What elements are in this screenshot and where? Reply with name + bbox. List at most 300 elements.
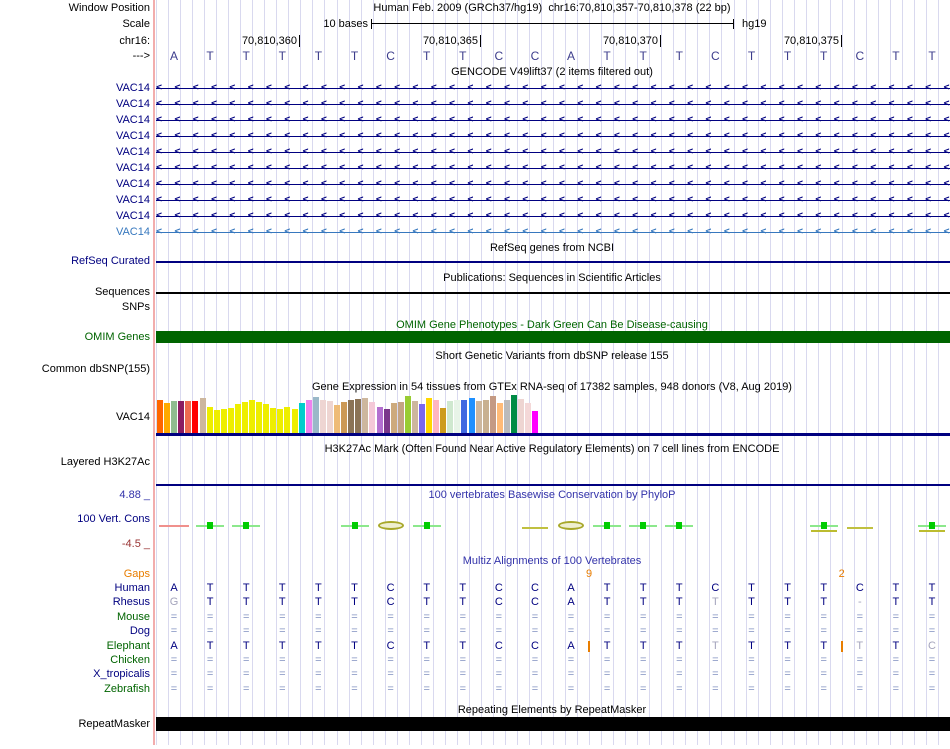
publications-title[interactable]: Publications: Sequences in Scientific Articles	[443, 272, 661, 284]
gtex-tissue-bar[interactable]	[497, 403, 503, 433]
left-arrow-icon: <	[467, 130, 474, 141]
left-arrow-icon: <	[265, 194, 272, 205]
alignment-base: =	[676, 610, 683, 623]
left-arrow-icon: <	[284, 162, 291, 173]
left-arrow-icon: <	[485, 146, 492, 157]
alignment-base: T	[278, 639, 286, 652]
sequence-base: A	[169, 49, 178, 63]
left-arrow-icon: <	[687, 226, 694, 237]
left-arrow-icon: <	[888, 194, 895, 205]
alignment-base: T	[423, 639, 431, 652]
alignment-base: =	[351, 610, 358, 623]
track-label-vac14-transcript[interactable]: VAC14	[115, 130, 150, 142]
alignment-base: =	[170, 682, 178, 695]
gtex-tissue-bar[interactable]	[490, 396, 496, 433]
left-arrow-icon: <	[906, 178, 913, 189]
left-arrow-icon: <	[210, 194, 217, 205]
alignment-base: =	[892, 682, 900, 695]
gencode-transcript[interactable]	[156, 225, 950, 240]
coordinate-label: 70,810,360	[241, 35, 297, 47]
alignment-base: =	[748, 610, 755, 623]
repeatmasker-bar[interactable]	[156, 717, 950, 731]
alignment-base: =	[206, 625, 214, 638]
omim-gene-bar[interactable]	[156, 331, 950, 343]
alignment-base: =	[856, 682, 864, 695]
left-arrow-icon: <	[705, 178, 712, 189]
gtex-title[interactable]: Gene Expression in 54 tissues from GTEx RNA-seq of 17382 samples, 948 donors (V8, Aug 2019)	[312, 381, 792, 393]
left-arrow-icon: <	[449, 162, 456, 173]
left-arrow-icon: <	[412, 226, 419, 237]
alignment-base: =	[676, 668, 683, 681]
conservation-max-value: 4.88 _	[119, 489, 150, 501]
track-label-species-human[interactable]: Human	[114, 582, 150, 594]
gtex-tissue-bar[interactable]	[518, 399, 524, 433]
alignment-base: =	[495, 610, 503, 623]
alignment-gap-count: 2	[838, 568, 845, 580]
track-label-vac14-transcript[interactable]: VAC14	[115, 114, 150, 126]
multiz-title[interactable]: Multiz Alignments of 100 Vertebrates	[462, 555, 642, 567]
alignment-base: =	[639, 625, 647, 638]
left-arrow-icon: <	[485, 114, 492, 125]
gencode-transcript[interactable]	[156, 177, 950, 192]
track-label-species-chicken[interactable]: Chicken	[110, 654, 150, 666]
alignment-base: =	[315, 682, 322, 695]
gencode-transcript[interactable]	[156, 129, 950, 144]
track-label-sequences[interactable]: Sequences	[94, 286, 150, 298]
gtex-tissue-bar[interactable]	[334, 405, 340, 433]
gtex-tissue-bar[interactable]	[461, 400, 467, 433]
left-arrow-icon: <	[577, 210, 584, 221]
left-arrow-icon: <	[357, 146, 364, 157]
gtex-tissue-bar[interactable]	[284, 407, 290, 433]
gencode-transcript[interactable]	[156, 113, 950, 128]
gencode-transcript[interactable]	[156, 97, 950, 112]
track-label-refseq-curated[interactable]: RefSeq Curated	[71, 255, 150, 267]
gtex-tissue-bar[interactable]	[447, 401, 453, 433]
left-arrow-icon: <	[760, 178, 767, 189]
alignment-base: T	[712, 596, 719, 609]
left-arrow-icon: <	[851, 178, 858, 189]
gtex-gene-model-line[interactable]	[156, 433, 950, 436]
track-label-species-dog[interactable]: Dog	[129, 625, 150, 638]
left-arrow-icon: <	[357, 98, 364, 109]
left-arrow-icon: <	[705, 114, 712, 125]
left-arrow-icon: <	[668, 82, 675, 93]
left-arrow-icon: <	[375, 114, 382, 125]
phylop-positive-tick	[352, 522, 358, 529]
left-arrow-icon: <	[265, 210, 272, 221]
left-arrow-icon: <	[503, 130, 510, 141]
track-label-species-elephant[interactable]: Elephant	[106, 639, 150, 652]
left-arrow-icon: <	[723, 146, 730, 157]
left-arrow-icon: <	[632, 98, 639, 109]
track-label-gtex-vac14[interactable]: VAC14	[115, 411, 150, 423]
left-arrow-icon: <	[467, 114, 474, 125]
alignment-base: =	[206, 668, 214, 681]
track-label-vac14-transcript[interactable]: VAC14	[115, 98, 150, 110]
publications-sequence-line[interactable]	[156, 292, 950, 294]
alignment-base: =	[567, 654, 575, 666]
track-label-common-dbsnp[interactable]: Common dbSNP(155)	[41, 363, 150, 375]
left-arrow-icon: <	[302, 82, 309, 93]
left-arrow-icon: <	[229, 194, 236, 205]
gencode-transcript[interactable]	[156, 193, 950, 208]
gtex-tissue-bar[interactable]	[412, 401, 418, 433]
gtex-tissue-bar[interactable]	[164, 403, 170, 433]
track-label-vac14-transcript[interactable]: VAC14	[115, 178, 150, 190]
gtex-tissue-bar[interactable]	[171, 401, 177, 433]
left-arrow-icon: <	[247, 210, 254, 221]
left-arrow-icon: <	[430, 178, 437, 189]
left-arrow-icon: <	[870, 210, 877, 221]
left-arrow-icon: <	[540, 82, 547, 93]
left-arrow-icon: <	[302, 98, 309, 109]
left-arrow-icon: <	[265, 82, 272, 93]
left-arrow-icon: <	[394, 130, 401, 141]
window-position-label: Window Position	[68, 2, 150, 14]
left-arrow-icon: <	[888, 210, 895, 221]
gencode-title[interactable]: GENCODE V49lift37 (2 items filtered out)	[451, 66, 653, 78]
left-arrow-icon: <	[778, 82, 785, 93]
left-arrow-icon: <	[210, 98, 217, 109]
gtex-tissue-bar[interactable]	[242, 402, 248, 433]
gtex-tissue-bar[interactable]	[214, 410, 220, 433]
alignment-base: =	[639, 654, 647, 666]
left-arrow-icon: <	[540, 162, 547, 173]
left-arrow-icon: <	[467, 178, 474, 189]
gtex-tissue-bar[interactable]	[306, 400, 312, 433]
left-arrow-icon: <	[851, 194, 858, 205]
alignment-base: =	[170, 610, 178, 623]
gtex-tissue-bar[interactable]	[157, 400, 163, 433]
alignment-base: =	[784, 682, 791, 695]
left-arrow-icon: <	[723, 162, 730, 173]
alignment-base: T	[603, 639, 611, 652]
left-arrow-icon: <	[430, 210, 437, 221]
alignment-base: =	[279, 625, 286, 638]
left-arrow-icon: <	[284, 82, 291, 93]
left-arrow-icon: <	[265, 98, 272, 109]
left-arrow-icon: <	[174, 146, 181, 157]
left-arrow-icon: <	[577, 130, 584, 141]
left-arrow-icon: <	[540, 178, 547, 189]
refseq-gene-line[interactable]	[156, 261, 950, 263]
track-label-vac14-transcript[interactable]: VAC14	[115, 194, 150, 206]
left-arrow-icon: <	[851, 146, 858, 157]
gtex-tissue-bar[interactable]	[532, 411, 538, 433]
left-arrow-icon: <	[302, 210, 309, 221]
gtex-tissue-bar[interactable]	[192, 401, 198, 433]
alignment-base: =	[856, 654, 864, 666]
left-arrow-icon: <	[870, 130, 877, 141]
left-arrow-icon: <	[705, 210, 712, 221]
left-arrow-icon: <	[412, 162, 419, 173]
gencode-transcript[interactable]	[156, 209, 950, 224]
left-arrow-icon: <	[925, 82, 932, 93]
track-label-vac14-transcript[interactable]: VAC14	[115, 226, 150, 238]
sequence-base: T	[350, 49, 359, 63]
gencode-transcript[interactable]	[156, 81, 950, 96]
gtex-tissue-bar[interactable]	[426, 398, 432, 433]
gtex-tissue-bar[interactable]	[454, 400, 460, 433]
gtex-tissue-bar[interactable]	[292, 409, 298, 433]
left-arrow-icon: <	[284, 194, 291, 205]
left-arrow-icon: <	[906, 146, 913, 157]
track-label-species-zebrafish[interactable]: Zebrafish	[104, 682, 150, 695]
left-arrow-icon: <	[357, 194, 364, 205]
left-arrow-icon: <	[485, 98, 492, 109]
left-arrow-icon: <	[778, 146, 785, 157]
gtex-tissue-bar[interactable]	[185, 401, 191, 433]
left-arrow-icon: <	[174, 130, 181, 141]
track-label-vac14-transcript[interactable]: VAC14	[115, 210, 150, 222]
left-arrow-icon: <	[851, 114, 858, 125]
left-arrow-icon: <	[906, 210, 913, 221]
track-label-snps[interactable]: SNPs	[121, 301, 150, 313]
left-arrow-icon: <	[320, 194, 327, 205]
left-arrow-icon: <	[375, 130, 382, 141]
gtex-tissue-bar[interactable]	[469, 398, 475, 433]
alignment-base: T	[892, 639, 900, 652]
alignment-base: =	[748, 668, 755, 681]
left-arrow-icon: <	[742, 194, 749, 205]
repeatmasker-title[interactable]: Repeating Elements by RepeatMasker	[457, 704, 647, 716]
gtex-tissue-bar[interactable]	[419, 404, 425, 433]
coordinate-label: 70,810,370	[602, 35, 658, 47]
gtex-tissue-bar[interactable]	[320, 400, 326, 433]
alignment-base: T	[351, 582, 358, 594]
left-arrow-icon: <	[156, 146, 163, 157]
track-label-species-rhesus[interactable]: Rhesus	[112, 596, 150, 609]
track-label-100-vert-cons[interactable]: 100 Vert. Cons	[77, 513, 150, 525]
gtex-tissue-bar[interactable]	[235, 404, 241, 433]
left-arrow-icon: <	[339, 82, 346, 93]
conservation-title[interactable]: 100 vertebrates Basewise Conservation by PhyloP	[428, 489, 676, 501]
gtex-tissue-bar[interactable]	[377, 407, 383, 433]
left-arrow-icon: <	[192, 114, 199, 125]
left-arrow-icon: <	[156, 178, 163, 189]
gtex-tissue-bar[interactable]	[511, 395, 517, 433]
left-arrow-icon: <	[687, 210, 694, 221]
left-arrow-icon: <	[851, 82, 858, 93]
left-arrow-icon: <	[815, 98, 822, 109]
alignment-base: =	[603, 625, 611, 638]
gencode-transcript[interactable]	[156, 145, 950, 160]
strand-arrow-label[interactable]: --->	[132, 50, 150, 62]
left-arrow-icon: <	[394, 162, 401, 173]
left-arrow-icon: <	[540, 194, 547, 205]
left-arrow-icon: <	[833, 82, 840, 93]
gtex-tissue-bar[interactable]	[327, 401, 333, 433]
gtex-tissue-bar[interactable]	[348, 400, 354, 433]
track-label-species-x_tropicalis[interactable]: X_tropicalis	[93, 668, 150, 681]
left-arrow-icon: <	[760, 82, 767, 93]
left-arrow-icon: <	[522, 146, 529, 157]
alignment-base: =	[351, 625, 358, 638]
alignment-base: =	[567, 625, 575, 638]
alignment-base: =	[712, 668, 719, 681]
alignment-base: T	[892, 582, 900, 594]
transcript-strand-arrows	[156, 113, 950, 128]
left-arrow-icon: <	[503, 162, 510, 173]
alignment-base: =	[784, 654, 791, 666]
left-arrow-icon: <	[888, 130, 895, 141]
gtex-tissue-bar[interactable]	[313, 397, 319, 433]
left-arrow-icon: <	[339, 98, 346, 109]
left-arrow-icon: <	[687, 114, 694, 125]
left-arrow-icon: <	[394, 210, 401, 221]
left-arrow-icon: <	[613, 82, 620, 93]
gtex-tissue-bar[interactable]	[341, 402, 347, 433]
gtex-tissue-bar[interactable]	[433, 400, 439, 433]
gtex-tissue-bar[interactable]	[476, 401, 482, 433]
alignment-base: T	[315, 582, 322, 594]
left-arrow-icon: <	[339, 178, 346, 189]
gtex-tissue-bar[interactable]	[207, 407, 213, 433]
alignment-base: =	[748, 682, 755, 695]
left-arrow-icon: <	[742, 162, 749, 173]
gtex-tissue-bar[interactable]	[391, 403, 397, 433]
gtex-tissue-bar[interactable]	[398, 402, 404, 433]
transcript-strand-arrows	[156, 225, 950, 240]
left-arrow-icon: <	[613, 130, 620, 141]
gtex-tissue-bar[interactable]	[504, 400, 510, 433]
alignment-base: T	[459, 639, 467, 652]
left-arrow-icon: <	[430, 194, 437, 205]
left-arrow-icon: <	[449, 226, 456, 237]
left-arrow-icon: <	[174, 226, 181, 237]
alignment-base: T	[639, 639, 647, 652]
gtex-tissue-bar[interactable]	[405, 396, 411, 433]
left-arrow-icon: <	[595, 130, 602, 141]
gtex-tissue-bar[interactable]	[369, 402, 375, 433]
track-label-species-mouse[interactable]: Mouse	[116, 610, 150, 623]
left-arrow-icon: <	[467, 98, 474, 109]
left-arrow-icon: <	[742, 178, 749, 189]
gtex-tissue-bar[interactable]	[270, 408, 276, 433]
left-arrow-icon: <	[687, 82, 694, 93]
track-label-vac14-transcript[interactable]: VAC14	[115, 82, 150, 94]
left-arrow-icon: <	[265, 130, 272, 141]
gtex-tissue-bar[interactable]	[299, 403, 305, 433]
alignment-base: =	[892, 654, 900, 666]
sequence-base: T	[928, 49, 936, 63]
chromosome-label: chr16:	[119, 35, 150, 47]
alignment-base: =	[784, 625, 791, 638]
alignment-base: =	[567, 682, 575, 695]
left-arrow-icon: <	[156, 194, 163, 205]
track-label-vac14-transcript[interactable]: VAC14	[115, 146, 150, 158]
left-arrow-icon: <	[742, 226, 749, 237]
alignment-base: =	[639, 682, 647, 695]
h3k27ac-title[interactable]: H3K27Ac Mark (Often Found Near Active Regulatory Elements) on 7 cell lines from ENCODE	[324, 443, 780, 455]
gtex-tissue-bar[interactable]	[277, 409, 283, 433]
alignment-base: G	[169, 596, 179, 609]
alignment-base: =	[531, 654, 539, 666]
gtex-tissue-bar[interactable]	[483, 400, 489, 433]
gtex-tissue-bar[interactable]	[249, 400, 255, 433]
left-arrow-icon: <	[595, 114, 602, 125]
left-arrow-icon: <	[412, 82, 419, 93]
sequence-base: C	[530, 49, 540, 63]
left-arrow-icon: <	[687, 194, 694, 205]
gtex-tissue-bar[interactable]	[263, 404, 269, 433]
alignment-base: =	[206, 682, 214, 695]
left-arrow-icon: <	[339, 194, 346, 205]
left-arrow-icon: <	[613, 162, 620, 173]
track-label-vac14-transcript[interactable]: VAC14	[115, 162, 150, 174]
alignment-base: C	[531, 639, 539, 652]
left-arrow-icon: <	[870, 162, 877, 173]
dbsnp-title[interactable]: Short Genetic Variants from dbSNP release 155	[435, 350, 669, 362]
track-label-gaps[interactable]: Gaps	[123, 568, 150, 580]
alignment-base: =	[279, 668, 286, 681]
gtex-tissue-bar[interactable]	[355, 399, 361, 433]
gtex-tissue-bar[interactable]	[256, 402, 262, 433]
gtex-tissue-bar[interactable]	[221, 409, 227, 433]
left-arrow-icon: <	[943, 82, 950, 93]
gtex-tissue-bar[interactable]	[362, 398, 368, 433]
left-arrow-icon: <	[265, 178, 272, 189]
alignment-base: =	[387, 625, 394, 638]
omim-title[interactable]: OMIM Gene Phenotypes - Dark Green Can Be Disease-causing	[396, 319, 708, 331]
track-label-repeatmasker[interactable]: RepeatMasker	[78, 718, 150, 730]
track-label-omim-genes[interactable]: OMIM Genes	[84, 331, 150, 343]
left-arrow-icon: <	[156, 210, 163, 221]
gtex-tissue-bar[interactable]	[200, 398, 206, 433]
left-arrow-icon: <	[485, 130, 492, 141]
left-arrow-icon: <	[174, 162, 181, 173]
left-arrow-icon: <	[320, 162, 327, 173]
left-arrow-icon: <	[210, 114, 217, 125]
left-arrow-icon: <	[247, 194, 254, 205]
alignment-base: =	[387, 654, 394, 666]
left-arrow-icon: <	[943, 210, 950, 221]
left-arrow-icon: <	[247, 130, 254, 141]
alignment-base: =	[459, 668, 467, 681]
gtex-tissue-bar[interactable]	[525, 403, 531, 433]
alignment-base: =	[206, 654, 214, 666]
left-arrow-icon: <	[210, 162, 217, 173]
left-arrow-icon: <	[723, 210, 730, 221]
alignment-base: =	[603, 668, 611, 681]
alignment-base: C	[711, 582, 720, 594]
left-arrow-icon: <	[577, 114, 584, 125]
gtex-tissue-bar[interactable]	[228, 408, 234, 433]
alignment-base: T	[639, 596, 647, 609]
refseq-title[interactable]: RefSeq genes from NCBI	[489, 242, 615, 254]
left-arrow-icon: <	[412, 194, 419, 205]
left-arrow-icon: <	[650, 178, 657, 189]
left-arrow-icon: <	[815, 194, 822, 205]
gtex-tissue-bar[interactable]	[384, 409, 390, 433]
left-arrow-icon: <	[503, 114, 510, 125]
phylop-olive-line	[811, 530, 837, 532]
left-arrow-icon: <	[375, 194, 382, 205]
gencode-transcript[interactable]	[156, 161, 950, 176]
left-arrow-icon: <	[375, 210, 382, 221]
alignment-base: =	[603, 610, 611, 623]
gtex-tissue-bar[interactable]	[440, 408, 446, 433]
left-arrow-icon: <	[742, 98, 749, 109]
gtex-tissue-bar[interactable]	[178, 401, 184, 433]
left-arrow-icon: <	[925, 146, 932, 157]
left-arrow-icon: <	[943, 226, 950, 237]
left-arrow-icon: <	[870, 178, 877, 189]
track-label-layered-h3k27ac[interactable]: Layered H3K27Ac	[60, 456, 150, 468]
left-arrow-icon: <	[558, 114, 565, 125]
left-arrow-icon: <	[906, 82, 913, 93]
